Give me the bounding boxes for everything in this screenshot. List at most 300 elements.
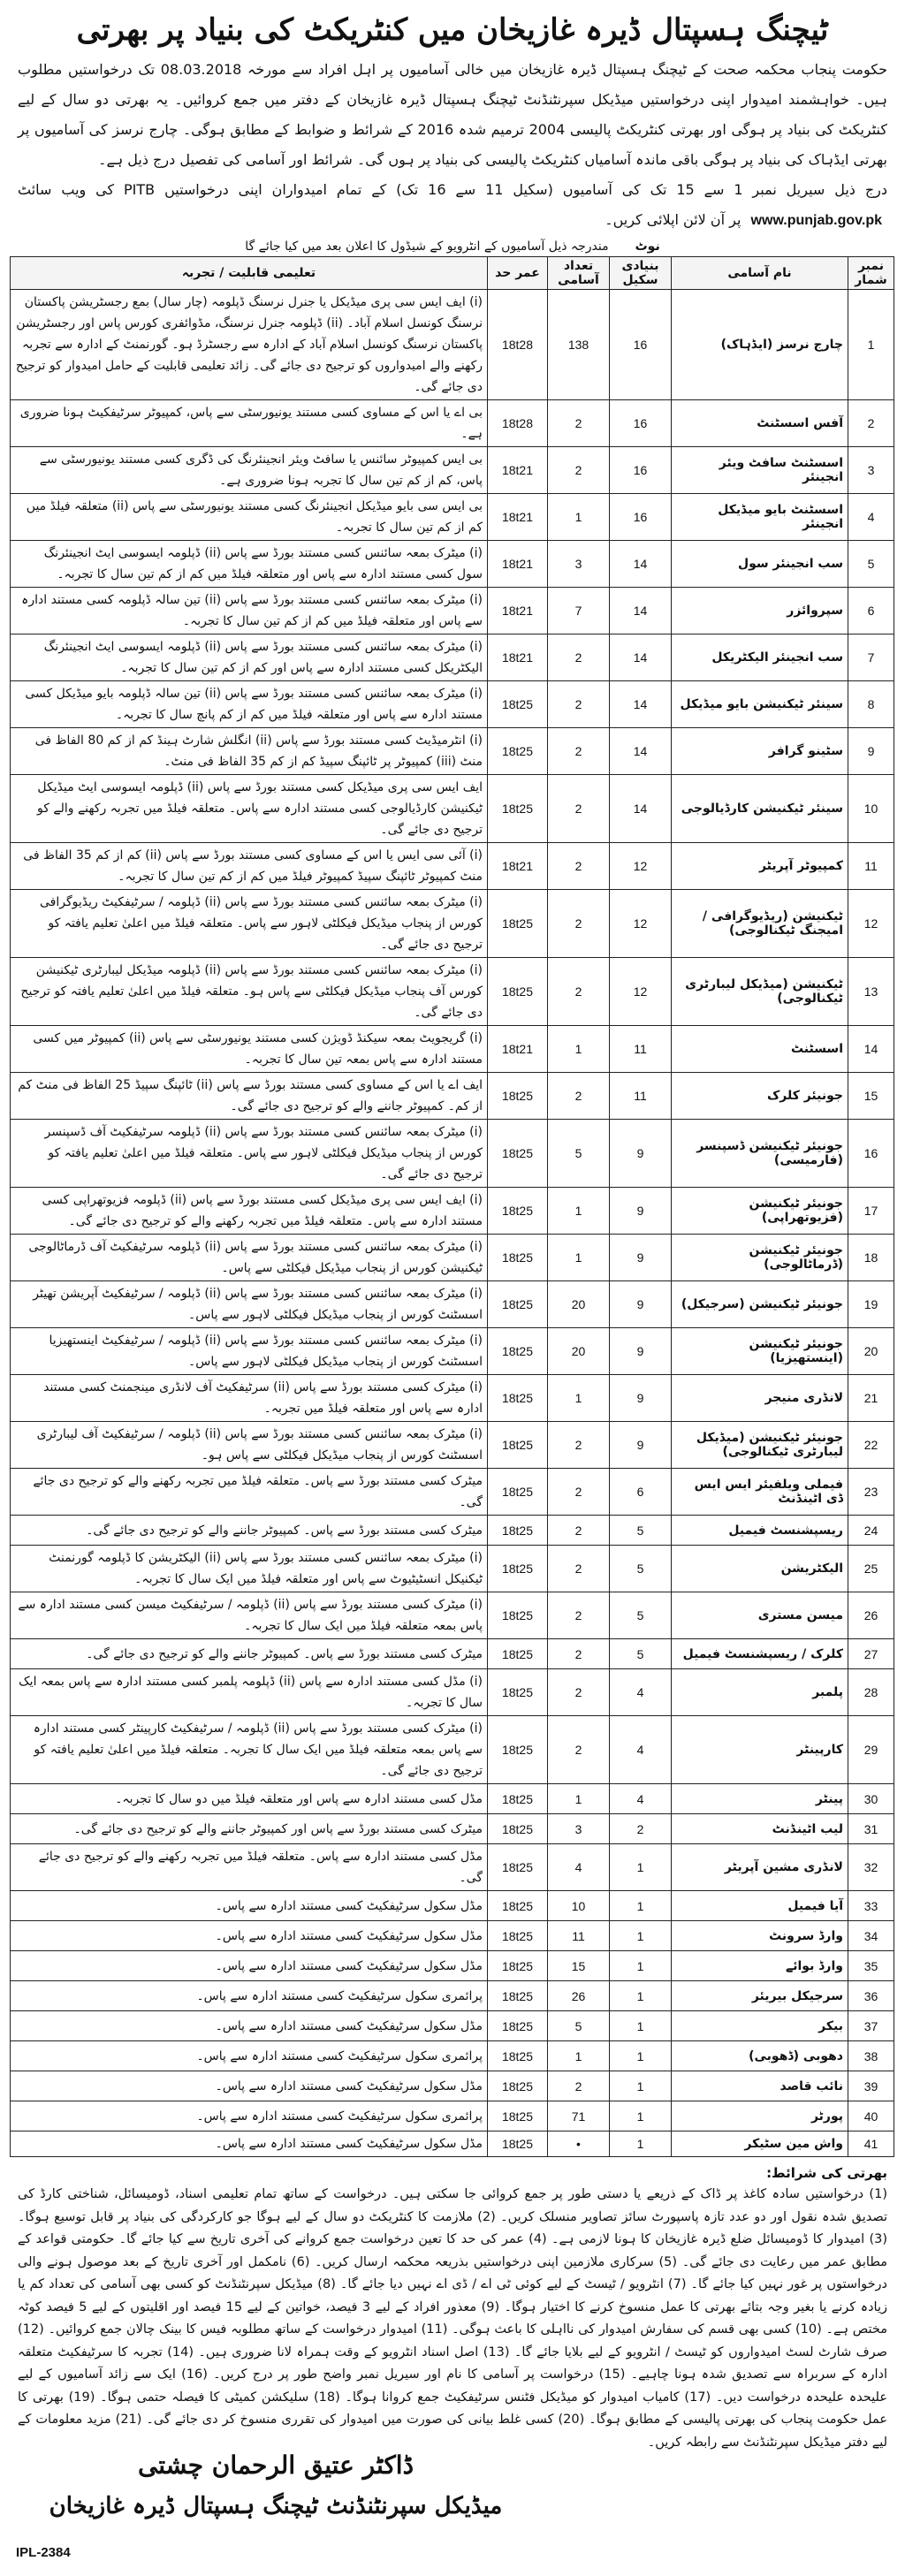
cell-age: 18t25 [488,1784,548,1814]
cell-no: 23 [848,1469,894,1516]
cell-qual: میٹرک کسی مستند بورڈ سے پاس۔ متعلقہ فیلڈ میں تجربہ رکھنے والے کو ترجیح دی جائے گی۔ [11,1469,488,1516]
cell-count: 2 [548,775,610,843]
cell-age: 18t21 [488,1026,548,1073]
cell-count: 1 [548,1188,610,1235]
cell-bps: 11 [610,1073,672,1120]
interview-note [11,237,894,256]
cell-age: 18t25 [488,681,548,728]
cell-no: 7 [848,635,894,681]
table-row [11,1120,894,1188]
cell-count: 2 [548,1639,610,1669]
cell-count: 1 [548,1375,610,1422]
cell-count: 2 [548,447,610,494]
cell-age: 18t25 [488,1951,548,1981]
signature-block [46,2444,506,2526]
cell-bps: 5 [610,1516,672,1546]
instructions-text: (1) درخواستیں سادہ کاغذ پر ڈاک کے ذریعے یا دستی طور پر جمع کروائی جا سکتی ہیں۔ درخواست کے ساتھ تمام تعلیمی اسناد، ڈومیسائل، شناختی کارڈ کی تصدیق شدہ نقول اور دو عدد تازہ پاسپورٹ سائز تصاویر منسلک کریں۔ (2) ملازمت کا کنٹریکٹ دو سال کے لیے ہوگا جو کارکردگی کی بنیاد پر قابل توسیع ہوگا۔ (3) امیدوار کا ڈومیسائل ضلع ڈیرہ غازیخان کا ہونا لازمی ہے۔ (4) عمر کی حد کا تعین درخواست جمع کروانے کی آخری تاریخ سے کیا جائے گا۔ حکومتی قواعد کے مطابق عمر میں رعایت دی جائے گی۔ (5) سرکاری ملازمین اپنی درخواستیں بذریعہ محکمہ ارسال کریں۔ (6) نامکمل اور آخری تاریخ کے بعد موصول ہونے والی درخواستوں پر غور نہیں کیا جائے گا۔ (7) انٹرویو / ٹیسٹ کے لیے کوئی ٹی اے / ڈی اے نہیں دیا جائے گا۔ (8) میڈیکل سپرنٹنڈنٹ کو کسی بھی آسامی کی تعداد کم یا زیادہ کرنے یا بغیر وجہ بتائے بھرتی کا عمل منسوخ کرنے کا اختیار ہوگا۔ (9) معذور افراد کے لیے 3 فیصد، خواتین کے لیے 15 فیصد اور اقلیتوں کے لیے 5 فیصد کوٹہ مختص ہے۔ (10) کسی بھی قسم کی سفارش امیدوار کی نااہلی کا باعث ہوگی۔ (11) امیدوار درخواست کے ساتھ مطلوبہ فیس کا بینک چالان جمع کروائیں۔ (12) صرف شارٹ لسٹ امیدواروں کو ٹیسٹ / انٹرویو کے لیے بلایا جائے گا۔ (13) اصل اسناد انٹرویو کے وقت ہمراہ لانا ضروری ہیں۔ (14) تجربہ کا سرٹیفکیٹ متعلقہ ادارہ کے سربراہ سے تصدیق شدہ ہونا چاہیے۔ (15) درخواست پر آسامی کا نام اور سیریل نمبر واضح طور پر درج کریں۔ (16) ایک سے زائد آسامیوں کے لیے علیحدہ علیحدہ درخواست دیں۔ (17) کامیاب امیدوار کو میڈیکل فٹنس سرٹیفکیٹ جمع کروانا ہوگا۔ (18) سلیکشن کمیٹی کا فیصلہ حتمی ہوگا۔ (19) بھرتی کا عمل حکومت پنجاب کی بھرتی پالیسی کے مطابق ہوگا۔ (20) کسی غلط بیانی کی صورت میں امیدوار کی تقرری منسوخ کر دی جائے گی۔ (21) مزید معلومات کے لیے دفتر میڈیکل سپرنٹنڈنٹ سے رابطہ کریں۔ [18,2187,888,2450]
cell-no: 41 [848,2131,894,2157]
cell-count: 3 [548,1814,610,1844]
table-row [11,1469,894,1516]
cell-qual: (i) میٹرک بمعہ سائنس کسی مستند بورڈ سے پاس (ii) ڈپلومہ سرٹیفکیٹ آف ڈرماٹالوجی ٹیکنیشن کورس از پنجاب میڈیکل فیکلٹی سے پاس۔ [11,1235,488,1281]
cell-no: 2 [848,400,894,447]
cell-qual: (i) میٹرک بمعہ سائنس کسی مستند بورڈ سے پاس (ii) ڈپلومہ / سرٹیفکیٹ اینستھیزیا اسسٹنٹ کورس از پنجاب میڈیکل فیکلٹی لاہور سے پاس۔ [11,1328,488,1375]
table-row [11,2011,894,2041]
cell-count: 2 [548,890,610,958]
cell-qual: ایف اے یا اس کے مساوی کسی مستند بورڈ سے پاس (ii) ٹائپنگ سپیڈ 25 الفاظ فی منٹ کم از کم۔ کمپیوٹر جاننے والے کو ترجیح دی جائے گی۔ [11,1073,488,1120]
cell-name: فیملی ویلفیئر ایس ایس ڈی اٹینڈنٹ [672,1469,848,1516]
cell-name: ٹیکنیشن (ریڈیوگرافی / امیجنگ ٹیکنالوجی) [672,890,848,958]
cell-no: 14 [848,1026,894,1073]
cell-bps: 4 [610,1716,672,1784]
cell-count: • [548,2131,610,2157]
cell-name: آیا فیمیل [672,1891,848,1921]
cell-age: 18t25 [488,1281,548,1328]
cell-no: 8 [848,681,894,728]
cell-name: سب انجینئر سول [672,541,848,588]
table-row [11,635,894,681]
cell-name: نائب قاصد [672,2071,848,2101]
cell-qual: (i) انٹرمیڈیٹ کسی مستند بورڈ سے پاس (ii) انگلش شارٹ ہینڈ کم از کم 80 الفاظ فی منٹ (iii) کمپیوٹر پر ٹائپنگ سپیڈ کم از کم 35 الفاظ فی منٹ۔ [11,728,488,775]
cell-no: 34 [848,1921,894,1951]
cell-no: 12 [848,890,894,958]
signatory-name: ڈاکٹر عتیق الرحمان چشتی [137,2451,414,2480]
cell-qual: (i) میٹرک کسی مستند بورڈ سے پاس (ii) سرٹیفکیٹ آف لانڈری مینجمنٹ کسی مستند ادارہ سے پاس اور متعلقہ فیلڈ میں تجربہ۔ [11,1375,488,1422]
cell-age: 18t25 [488,2041,548,2071]
cell-bps: 1 [610,1951,672,1981]
cell-name: کلرک / ریسپشنسٹ فیمیل [672,1639,848,1669]
cell-qual: پرائمری سکول سرٹیفکیٹ کسی مستند ادارہ سے پاس۔ [11,2041,488,2071]
table-row [11,2131,894,2157]
cell-age: 18t28 [488,290,548,400]
cell-bps: 6 [610,1469,672,1516]
table-row [11,2071,894,2101]
cell-count: 10 [548,1891,610,1921]
cell-name: الیکٹریشن [672,1546,848,1592]
cell-bps: 11 [610,1026,672,1073]
cell-age: 18t25 [488,2131,548,2157]
cell-no: 30 [848,1784,894,1814]
cell-bps: 12 [610,843,672,890]
cell-qual: (i) ایف ایس سی پری میڈیکل یا جنرل نرسنگ ڈپلومہ (چار سال) بمع رجسٹریشن پاکستان نرسنگ کونسل اسلام آباد۔ (ii) ڈپلومہ جنرل نرسنگ، مڈوائفری کورس پاس اور رجسٹریشن پاکستان نرسنگ کونسل اسلام آباد کے ادارہ سے رجسٹرڈ ہو۔ گورنمنٹ کے ادارہ سے تجربہ رکھنے والے امیدواروں کو ترجیح دی جائے گی۔ زائد تعلیمی قابلیت کے حامل امیدوار کو ترجیح دی جائے گی۔ [11,290,488,400]
cell-qual: پرائمری سکول سرٹیفکیٹ کسی مستند ادارہ سے پاس۔ [11,1981,488,2011]
cell-no: 18 [848,1235,894,1281]
cell-age: 18t25 [488,1592,548,1639]
cell-no: 22 [848,1422,894,1469]
cell-name: واش مین سٹیکر [672,2131,848,2157]
cell-name: چارج نرسز (ایڈہاک) [672,290,848,400]
cell-name: لانڈری منیجر [672,1375,848,1422]
cell-bps: 1 [610,2131,672,2157]
cell-no: 40 [848,2101,894,2131]
table-row [11,1951,894,1981]
table-row [11,400,894,447]
cell-no: 38 [848,2041,894,2071]
table-row [11,494,894,541]
note-text: مندرجہ ذیل آسامیوں کے انٹرویو کے شیڈول کا اعلان بعد میں کیا جائے گا [245,239,609,254]
table-row [11,1422,894,1469]
cell-bps: 1 [610,2071,672,2101]
cell-bps: 14 [610,541,672,588]
cell-name: سینئر ٹیکنیشن بایو میڈیکل [672,681,848,728]
cell-no: 17 [848,1188,894,1235]
cell-bps: 9 [610,1328,672,1375]
cell-count: 5 [548,1120,610,1188]
table-row [11,1592,894,1639]
posts-table [10,256,894,2157]
table-row [11,1328,894,1375]
cell-count: 26 [548,1981,610,2011]
table-row [11,1281,894,1328]
table-row [11,588,894,635]
table-row [11,1784,894,1814]
cell-no: 16 [848,1120,894,1188]
cell-age: 18t21 [488,588,548,635]
cell-count: 71 [548,2101,610,2131]
intro-paragraph: حکومت پنجاب محکمہ صحت کے ٹیچنگ ہسپتال ڈیرہ غازیخان میں خالی آسامیوں پر اہل افراد سے مورخہ 08.03.2018 تک درخواستیں مطلوب ہیں۔ خواہشمند امیدوار اپنی درخواستیں میڈیکل سپرنٹنڈنٹ ٹیچنگ ہسپتال ڈیرہ غازیخان کے دفتر میں جمع کروائیں۔ یہ بھرتی دو سال کے لیے کنٹریکٹ کی بنیاد پر ہوگی اور بھرتی کنٹریکٹ پالیسی 2004 ترمیم شدہ 2016 کے شرائط و ضوابط کے مطابق ہوگی۔ چارج نرسز کی آسامیوں پر بھرتی ایڈہاک کی بنیاد پر ہوگی باقی ماندہ آسامیاں کنٹریکٹ پالیسی کی بنیاد پر ہوں گی۔ شرائط اور آسامی کی تفصیل درج ذیل ہے۔ [18,61,887,168]
instructions-heading: بھرتی کی شرائط: [766,2165,887,2181]
table-row [11,447,894,494]
cell-count: 1 [548,1235,610,1281]
cell-qual: (i) میٹرک بمعہ سائنس کسی مستند بورڈ سے پاس (ii) ڈپلومہ میڈیکل لیبارٹری ٹیکنیشن کورس آف پنجاب میڈیکل فیکلٹی سے پاس ہو۔ متعلقہ فیلڈ میں اعلیٰ تعلیم یافتہ کو ترجیح دی جائے گی۔ [11,958,488,1026]
cell-bps: 12 [610,890,672,958]
cell-age: 18t25 [488,1844,548,1891]
cell-name: جونیئر ٹیکنیشن (اینستھیزیا) [672,1328,848,1375]
cell-name: جونیئر ٹیکنیشن (میڈیکل لیبارٹری ٹیکنالوجی) [672,1422,848,1469]
cell-name: جونیئر ٹیکنیشن ڈسپنسر (فارمیسی) [672,1120,848,1188]
cell-age: 18t25 [488,2071,548,2101]
cell-count: 15 [548,1951,610,1981]
cell-count: 2 [548,1422,610,1469]
table-row [11,1188,894,1235]
cell-no: 35 [848,1951,894,1981]
cell-count: 3 [548,541,610,588]
cell-qual: بی اے یا اس کے مساوی کسی مستند یونیورسٹی سے پاس، کمپیوٹر سرٹیفکیٹ ہونا ضروری ہے۔ [11,400,488,447]
table-row [11,2041,894,2071]
cell-bps: 1 [610,1981,672,2011]
cell-age: 18t25 [488,1328,548,1375]
cell-count: 2 [548,958,610,1026]
cell-count: 2 [548,1516,610,1546]
cell-age: 18t25 [488,1921,548,1951]
cell-age: 18t25 [488,2101,548,2131]
cell-bps: 16 [610,447,672,494]
table-row [11,1844,894,1891]
cell-name: کمپیوٹر آپریٹر [672,843,848,890]
table-row [11,681,894,728]
table-row [11,290,894,400]
cell-bps: 16 [610,494,672,541]
cell-no: 5 [848,541,894,588]
cell-count: 2 [548,1592,610,1639]
cell-bps: 1 [610,1891,672,1921]
cell-no: 37 [848,2011,894,2041]
cell-count: 2 [548,843,610,890]
cell-no: 27 [848,1639,894,1669]
cell-name: جونیئر ٹیکنیشن (سرجیکل) [672,1281,848,1328]
cell-age: 18t25 [488,1669,548,1716]
table-row [11,1516,894,1546]
cell-no: 24 [848,1516,894,1546]
cell-name: سرجیکل بیریئر [672,1981,848,2011]
cell-qual: مڈل سکول سرٹیفکیٹ کسی مستند ادارہ سے پاس۔ [11,2011,488,2041]
cell-bps: 12 [610,958,672,1026]
cell-age: 18t25 [488,1188,548,1235]
cell-qual: بی ایس کمپیوٹر سائنس یا سافٹ ویئر انجینئرنگ کی ڈگری کسی مستند یونیورسٹی سے پاس، کم از کم تین سال کا تجربہ ہونا ضروری ہے۔ [11,447,488,494]
cell-no: 26 [848,1592,894,1639]
cell-count: 7 [548,588,610,635]
cell-name: جونیئر کلرک [672,1073,848,1120]
cell-count: 1 [548,494,610,541]
cell-age: 18t25 [488,2011,548,2041]
table-row [11,1814,894,1844]
cell-bps: 16 [610,400,672,447]
cell-no: 6 [848,588,894,635]
cell-bps: 4 [610,1669,672,1716]
cell-qual: پرائمری سکول سرٹیفکیٹ کسی مستند ادارہ سے پاس۔ [11,2101,488,2131]
posts-table-body [11,290,894,2157]
cell-name: پلمبر [672,1669,848,1716]
cell-age: 18t21 [488,843,548,890]
cell-qual: (i) میٹرک بمعہ سائنس کسی مستند بورڈ سے پاس (ii) ڈپلومہ / سرٹیفکیٹ آپریشن تھیٹر اسسٹنٹ کورس از پنجاب میڈیکل فیکلٹی لاہور سے پاس۔ [11,1281,488,1328]
cell-name: آفس اسسٹنٹ [672,400,848,447]
table-row [11,1669,894,1716]
cell-bps: 5 [610,1639,672,1669]
cell-bps: 1 [610,2101,672,2131]
cell-no: 1 [848,290,894,400]
table-row [11,1639,894,1669]
cell-qual: (i) ایف ایس سی پری میڈیکل کسی مستند بورڈ سے پاس (ii) ڈپلومہ فزیوتھراپی کسی مستند ادارہ سے پاس۔ متعلقہ فیلڈ میں تجربہ رکھنے والے کو ترجیح دی جائے گی۔ [11,1188,488,1235]
signatory-designation: میڈیکل سپرنٹنڈنٹ ٹیچنگ ہسپتال ڈیرہ غازیخان [49,2493,503,2519]
cell-age: 18t25 [488,775,548,843]
cell-qual: (i) مڈل کسی مستند ادارہ سے پاس (ii) ڈپلومہ پلمبر کسی مستند ادارہ سے پاس بمعہ ایک سال کا تجربہ۔ [11,1669,488,1716]
cell-age: 18t25 [488,1375,548,1422]
cell-age: 18t25 [488,1814,548,1844]
table-row [11,843,894,890]
header-post-name: نام آسامی [672,257,848,290]
cell-name: میسن مستری [672,1592,848,1639]
cell-name: بیکر [672,2011,848,2041]
cell-qual: مڈل سکول سرٹیفکیٹ کسی مستند ادارہ سے پاس۔ [11,2071,488,2101]
cell-no: 4 [848,494,894,541]
cell-name: وارڈ بوائے [672,1951,848,1981]
cell-no: 36 [848,1981,894,2011]
cell-bps: 9 [610,1281,672,1328]
cell-bps: 4 [610,1784,672,1814]
pitb-text-before: درج ذیل سیریل نمبر 1 سے 15 تک کی آسامیوں (سکیل 11 سے 16 تک) کے تمام امیدواران اپنی درخواستیں PITB کی ویب سائٹ [18,181,888,198]
table-row [11,1073,894,1120]
cell-age: 18t25 [488,728,548,775]
cell-count: 2 [548,1546,610,1592]
cell-no: 31 [848,1814,894,1844]
cell-age: 18t25 [488,958,548,1026]
cell-bps: 1 [610,2041,672,2071]
cell-qual: (i) میٹرک بمعہ سائنس کسی مستند بورڈ سے پاس (ii) ڈپلومہ / سرٹیفکیٹ آف لیبارٹری اسسٹنٹ کورس از پنجاب میڈیکل فیکلٹی سے پاس ہو۔ [11,1422,488,1469]
cell-no: 10 [848,775,894,843]
cell-age: 18t21 [488,494,548,541]
cell-qual: (i) میٹرک بمعہ سائنس کسی مستند بورڈ سے پاس (ii) ڈپلومہ / سرٹیفکیٹ ریڈیوگرافی کورس از پنجاب میڈیکل فیکلٹی لاہور سے پاس۔ متعلقہ فیلڈ میں اعلیٰ تعلیم یافتہ کو ترجیح دی جائے گی۔ [11,890,488,958]
cell-qual: (i) میٹرک بمعہ سائنس کسی مستند بورڈ سے پاس (ii) الیکٹریشن کا ڈپلومہ گورنمنٹ ٹیکنیکل انسٹیٹیوٹ سے پاس اور متعلقہ فیلڈ میں ایک سال کا تجربہ۔ [11,1546,488,1592]
cell-no: 20 [848,1328,894,1375]
cell-qual: مڈل کسی مستند ادارہ سے پاس۔ متعلقہ فیلڈ میں تجربہ رکھنے والے کو ترجیح دی جائے گی۔ [11,1844,488,1891]
cell-bps: 9 [610,1235,672,1281]
table-row [11,1716,894,1784]
cell-name: ٹیکنیشن (میڈیکل لیبارٹری ٹیکنالوجی) [672,958,848,1026]
cell-age: 18t25 [488,1073,548,1120]
cell-count: 2 [548,635,610,681]
header-qualification: تعلیمی قابلیت / تجربہ [11,257,488,290]
table-row [11,1891,894,1921]
cell-qual: (i) میٹرک کسی مستند بورڈ سے پاس (ii) ڈپلومہ / سرٹیفکیٹ میسن کسی مستند ادارہ سے پاس بمعہ متعلقہ فیلڈ میں ایک سال کا تجربہ۔ [11,1592,488,1639]
cell-name: پینٹر [672,1784,848,1814]
cell-bps: 9 [610,1375,672,1422]
cell-qual: مڈل سکول سرٹیفکیٹ کسی مستند ادارہ سے پاس۔ [11,1921,488,1951]
cell-qual: میٹرک کسی مستند بورڈ سے پاس۔ کمپیوٹر جاننے والے کو ترجیح دی جائے گی۔ [11,1639,488,1669]
table-row [11,1375,894,1422]
cell-qual: (i) میٹرک بمعہ سائنس کسی مستند بورڈ سے پاس (ii) ڈپلومہ سرٹیفکیٹ آف ڈسپنسر کورس از پنجاب میڈیکل فیکلٹی لاہور سے پاس۔ متعلقہ فیلڈ میں اعلیٰ تعلیم یافتہ کو ترجیح دی جائے گی۔ [11,1120,488,1188]
cell-qual: میٹرک کسی مستند بورڈ سے پاس۔ کمپیوٹر جاننے والے کو ترجیح دی جائے گی۔ [11,1516,488,1546]
cell-name: لیب اٹینڈنٹ [672,1814,848,1844]
cell-qual: (i) میٹرک کسی مستند بورڈ سے پاس (ii) ڈپلومہ / سرٹیفکیٹ کارپینٹر کسی مستند ادارہ سے پاس بمعہ متعلقہ فیلڈ میں ایک سال کا تجربہ۔ متعلقہ فیلڈ میں اعلیٰ تعلیم یافتہ کو ترجیح دی جائے گی۔ [11,1716,488,1784]
cell-count: 1 [548,2041,610,2071]
cell-count: 1 [548,1026,610,1073]
ipl-code: IPL-2384 [16,2545,71,2560]
cell-no: 32 [848,1844,894,1891]
table-row [11,541,894,588]
cell-count: 20 [548,1281,610,1328]
cell-name: سپروائزر [672,588,848,635]
cell-bps: 5 [610,1546,672,1592]
cell-count: 2 [548,1469,610,1516]
table-header-row [11,257,894,290]
cell-age: 18t25 [488,1546,548,1592]
cell-count: 138 [548,290,610,400]
cell-no: 13 [848,958,894,1026]
cell-name: جونیئر ٹیکنیشن (ڈرماٹالوجی) [672,1235,848,1281]
table-row [11,958,894,1026]
table-row [11,2101,894,2131]
cell-age: 18t28 [488,400,548,447]
cell-qual: مڈل کسی مستند ادارہ سے پاس اور متعلقہ فیلڈ میں دو سال کا تجربہ۔ [11,1784,488,1814]
header-serial-no: نمبر شمار [848,257,894,290]
table-row [11,1026,894,1073]
cell-age: 18t25 [488,1981,548,2011]
cell-age: 18t25 [488,890,548,958]
cell-name: لانڈری مشین آپریٹر [672,1844,848,1891]
cell-age: 18t25 [488,1516,548,1546]
cell-bps: 9 [610,1120,672,1188]
cell-name: اسسٹنٹ بایو میڈیکل انجینئر [672,494,848,541]
cell-count: 11 [548,1921,610,1951]
cell-bps: 2 [610,1814,672,1844]
cell-no: 11 [848,843,894,890]
cell-count: 2 [548,400,610,447]
note-label: نوٹ [635,239,660,254]
cell-name: اسسٹنٹ سافٹ ویئر انجینئر [672,447,848,494]
cell-bps: 1 [610,1921,672,1951]
cell-age: 18t25 [488,1639,548,1669]
cell-name: سب انجینئر الیکٹریکل [672,635,848,681]
cell-no: 19 [848,1281,894,1328]
cell-bps: 14 [610,681,672,728]
cell-bps: 1 [610,1844,672,1891]
cell-count: 20 [548,1328,610,1375]
website-link[interactable]: www.punjab.gov.pk [750,213,882,228]
table-row [11,1235,894,1281]
cell-name: وارڈ سرونٹ [672,1921,848,1951]
cell-no: 33 [848,1891,894,1921]
header-age-limit: عمر حد [488,257,548,290]
cell-age: 18t25 [488,1716,548,1784]
cell-age: 18t25 [488,1469,548,1516]
cell-qual: میٹرک کسی مستند بورڈ سے پاس اور کمپیوٹر جاننے والے کو ترجیح دی جائے گی۔ [11,1814,488,1844]
cell-no: 29 [848,1716,894,1784]
cell-count: 5 [548,2011,610,2041]
cell-age: 18t25 [488,1422,548,1469]
cell-name: جونیئر ٹیکنیشن (فزیوتھراپی) [672,1188,848,1235]
cell-age: 18t25 [488,1120,548,1188]
cell-qual: (i) میٹرک بمعہ سائنس کسی مستند بورڈ سے پاس (ii) ڈپلومہ ایسوسی ایٹ انجینئرنگ سول کسی مستند ادارہ سے پاس اور متعلقہ فیلڈ میں کم از کم تین سال کا تجربہ۔ [11,541,488,588]
cell-no: 21 [848,1375,894,1422]
cell-name: سینئر ٹیکنیشن کارڈیالوجی [672,775,848,843]
cell-qual: بی ایس سی بایو میڈیکل انجینئرنگ کسی مستند یونیورسٹی سے پاس (ii) متعلقہ فیلڈ میں کم از کم تین سال کا تجربہ۔ [11,494,488,541]
table-row [11,1981,894,2011]
cell-name: پورٹر [672,2101,848,2131]
table-row [11,775,894,843]
cell-qual: (i) میٹرک بمعہ سائنس کسی مستند بورڈ سے پاس (ii) تین سالہ ڈپلومہ بایو میڈیکل کسی مستند ادارہ سے پاس اور متعلقہ فیلڈ میں کم از کم پانچ سال کا تجربہ۔ [11,681,488,728]
cell-qual: (i) میٹرک بمعہ سائنس کسی مستند بورڈ سے پاس (ii) تین سالہ ڈپلومہ کسی مستند ادارہ سے پاس اور متعلقہ فیلڈ میں کم از کم تین سال کا تجربہ۔ [11,588,488,635]
cell-no: 9 [848,728,894,775]
cell-count: 2 [548,1073,610,1120]
cell-no: 25 [848,1546,894,1592]
cell-qual: (i) گریجویٹ بمعہ سیکنڈ ڈویژن کسی مستند یونیورسٹی سے پاس (ii) کمپیوٹر میں کسی مستند ادارہ سے پاس بمعہ تین سال کا تجربہ۔ [11,1026,488,1073]
table-row [11,1546,894,1592]
cell-qual: (i) آئی سی ایس یا اس کے مساوی کسی مستند بورڈ سے پاس (ii) کم از کم 35 الفاظ فی منٹ کمپیوٹر ٹائپنگ سپیڈ کمپیوٹر فیلڈ میں کم از کم تین سال کا تجربہ۔ [11,843,488,890]
cell-count: 2 [548,2071,610,2101]
cell-age: 18t21 [488,541,548,588]
cell-qual: مڈل سکول سرٹیفکیٹ کسی مستند ادارہ سے پاس۔ [11,1951,488,1981]
cell-name: ریسپشنسٹ فیمیل [672,1516,848,1546]
cell-count: 2 [548,1669,610,1716]
cell-qual: ایف ایس سی پری میڈیکل کسی مستند بورڈ سے پاس (ii) ڈپلومہ ایسوسی ایٹ میڈیکل ٹیکنیشن کارڈیالوجی کسی مستند ادارہ سے پاس۔ متعلقہ فیلڈ میں تجربہ رکھنے والے کو ترجیح دی جائے گی۔ [11,775,488,843]
cell-age: 18t25 [488,1891,548,1921]
cell-name: اسسٹنٹ [672,1026,848,1073]
advertisement-page [11,5,894,2565]
cell-qual: مڈل سکول سرٹیفکیٹ کسی مستند ادارہ سے پاس۔ [11,2131,488,2157]
cell-name: سٹینو گرافر [672,728,848,775]
cell-bps: 1 [610,2011,672,2041]
cell-bps: 14 [610,635,672,681]
cell-bps: 14 [610,775,672,843]
pitb-text-after: پر آن لائن اپلائی کریں۔ [605,211,741,228]
table-row [11,728,894,775]
cell-no: 28 [848,1669,894,1716]
cell-name: دھوبی (ڈھوبی) [672,2041,848,2071]
header-bps: بنیادی سکیل [610,257,672,290]
pitb-paragraph [11,175,894,235]
cell-qual: (i) میٹرک بمعہ سائنس کسی مستند بورڈ سے پاس (ii) ڈپلومہ ایسوسی ایٹ انجینئرنگ الیکٹریکل کسی مستند ادارہ سے پاس اور کم از کم تین سال کا تجربہ۔ [11,635,488,681]
cell-no: 15 [848,1073,894,1120]
cell-no: 39 [848,2071,894,2101]
cell-bps: 9 [610,1422,672,1469]
cell-name: کارپینٹر [672,1716,848,1784]
cell-age: 18t21 [488,447,548,494]
cell-age: 18t21 [488,635,548,681]
cell-qual: مڈل سکول سرٹیفکیٹ کسی مستند ادارہ سے پاس۔ [11,1891,488,1921]
cell-count: 2 [548,728,610,775]
cell-bps: 9 [610,1188,672,1235]
cell-count: 2 [548,1716,610,1784]
cell-bps: 14 [610,728,672,775]
